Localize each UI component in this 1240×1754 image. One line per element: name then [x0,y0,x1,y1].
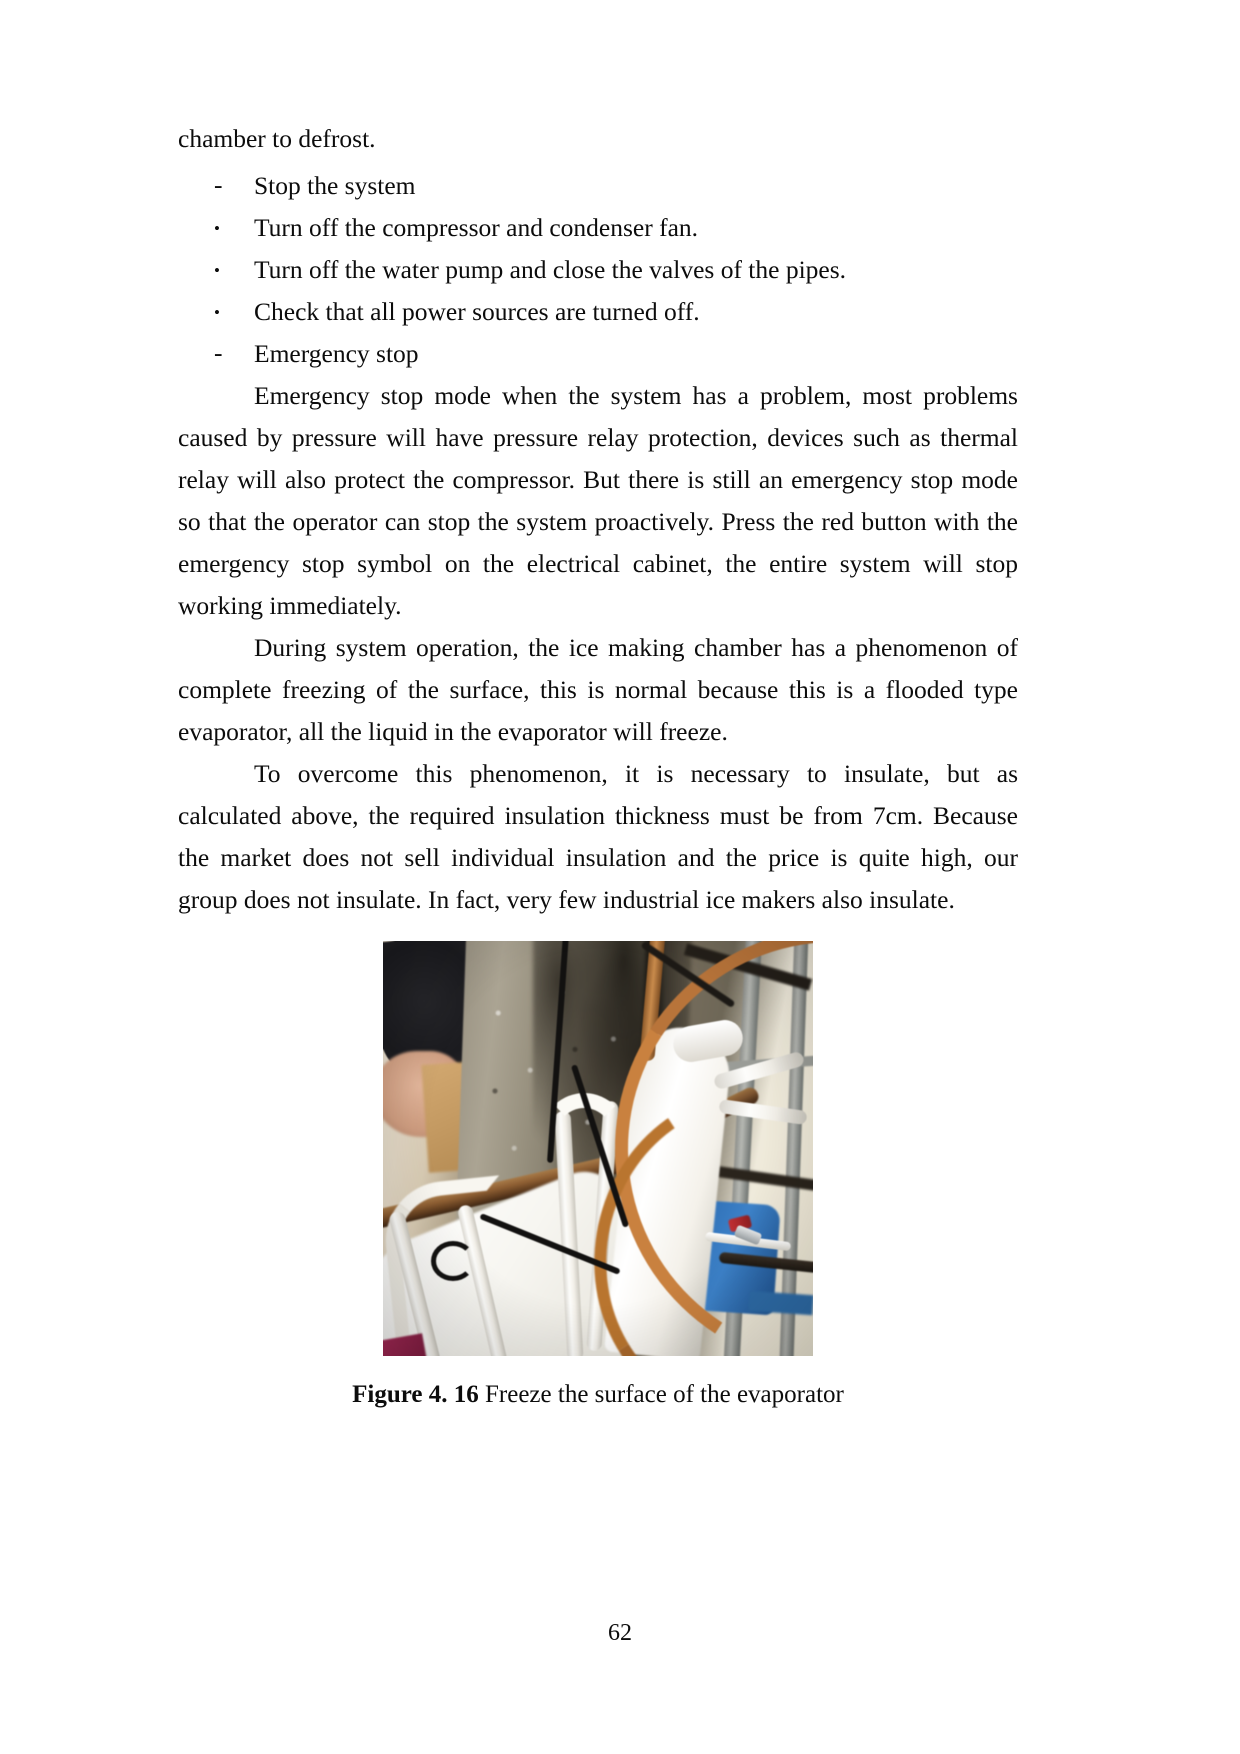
photo-vignette [383,941,813,1356]
evaporator-photograph [383,941,813,1356]
list-item-label: Check that all power sources are turned off. [254,297,700,326]
list-item-label: Turn off the water pump and close the valves of the pipes. [254,255,847,284]
list-item [178,333,1018,375]
list-item [178,165,1018,207]
figure-caption-label: Figure 4. 16 [352,1381,479,1408]
body-paragraph: Emergency stop mode when the system has a problem, most problems caused by pressure will have pressure relay protection, devices such as thermal relay will also protect the compressor. But there is still an emergency stop mode so that the operator can stop the system proactively. Press the red button with the emergency stop symbol on the electrical cabinet, the entire system will stop working immediately. [178,381,1018,620]
list-item [178,249,1018,291]
list-item-label: Emergency stop [254,339,419,368]
list-item-label: Turn off the compressor and condenser fan. [254,213,699,242]
bullet-marker: • [214,261,220,280]
dash-marker: - [214,170,223,199]
body-paragraph: During system operation, the ice making chamber has a phenomenon of complete freezing of the surface, this is normal because this is a flooded type evaporator, all the liquid in the evaporator will freeze. [178,633,1018,746]
dash-marker: - [214,338,223,367]
list-item-label: Stop the system [254,171,416,200]
page-content [178,118,1018,1412]
figure-caption-text: Freeze the surface of the evaporator [478,1381,844,1408]
bullet-marker: • [214,303,220,322]
procedure-list [178,165,1018,375]
figure-block [178,941,1018,1412]
list-item [178,207,1018,249]
lead-paragraph: chamber to defrost. [178,124,376,153]
bullet-marker: • [214,219,220,238]
list-item [178,291,1018,333]
figure-caption [178,1378,1018,1412]
page-number: 62 [608,1620,632,1646]
body-paragraph: To overcome this phenomenon, it is necessary to insulate, but as calculated above, the required insulation thickness must be from 7cm. Because the market does not sell individual insulation and the price is quite high, our group does not insulate. In fact, very few industrial ice makers also insulate. [178,759,1018,914]
